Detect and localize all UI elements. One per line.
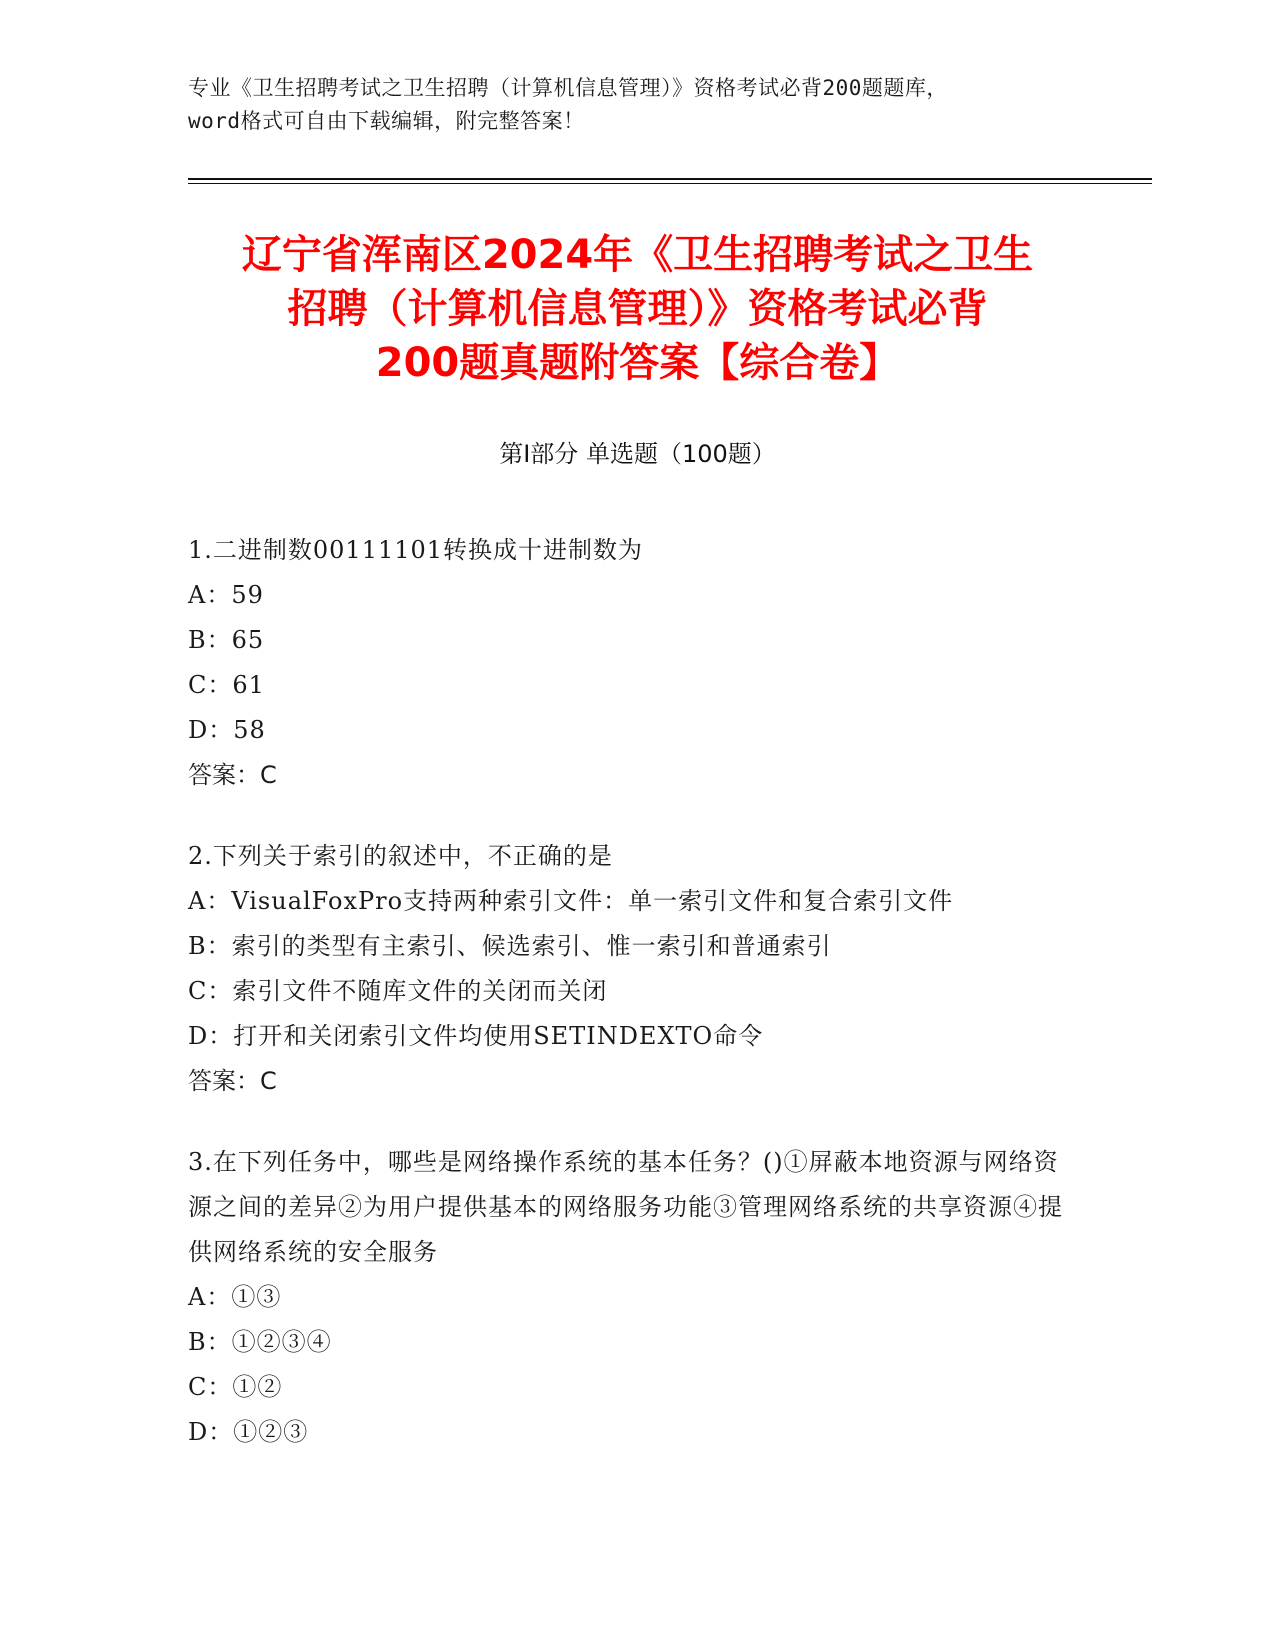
header-rule-thin <box>188 183 1152 184</box>
option-b: B：65 <box>188 626 265 654</box>
question-1 <box>188 528 1068 798</box>
option-c: C：①② <box>188 1373 283 1401</box>
question-stem: 2.下列关于索引的叙述中，不正确的是 <box>188 842 613 870</box>
option-b: B：①②③④ <box>188 1328 332 1356</box>
option-d: D：打开和关闭索引文件均使用SETINDEXTO命令 <box>188 1022 764 1050</box>
question-stem: 1.二进制数00111101转换成十进制数为 <box>188 536 644 564</box>
header-note-line-1: 专业《卫生招聘考试之卫生招聘（计算机信息管理）》资格考试必背200题题库， <box>188 76 948 100</box>
option-a: A：VisualFoxPro支持两种索引文件：单一索引文件和复合索引文件 <box>188 887 954 915</box>
option-d: D：①②③ <box>188 1418 309 1446</box>
option-d: D：58 <box>188 716 266 744</box>
option-c: C：61 <box>188 671 265 699</box>
section-heading: 第Ⅰ部分 单选题（100题） <box>499 440 776 468</box>
question-3 <box>188 1140 1068 1455</box>
title-line-1: 辽宁省浑南区2024年《卫生招聘考试之卫生 <box>241 232 1034 278</box>
header-rule-thick <box>188 178 1152 180</box>
option-c: C：索引文件不随库文件的关闭而关闭 <box>188 977 608 1005</box>
answer: 答案：C <box>188 761 277 789</box>
option-b: B：索引的类型有主索引、候选索引、惟一索引和普通索引 <box>188 932 832 960</box>
title-line-3: 200题真题附答案【综合卷】 <box>375 340 900 386</box>
question-list <box>188 528 1068 1491</box>
header-note-line-2: word格式可自由下载编辑，附完整答案！ <box>188 109 585 133</box>
option-a: A：59 <box>188 581 264 609</box>
document-title <box>150 228 1125 390</box>
option-a: A：①③ <box>188 1283 282 1311</box>
question-2 <box>188 834 1068 1104</box>
answer: 答案：C <box>188 1067 277 1095</box>
question-stem: 3.在下列任务中，哪些是网络操作系统的基本任务？()①屏蔽本地资源与网络资源之间的差异②为用户提供基本的网络服务功能③管理网络系统的共享资源④提供网络系统的安全服务 <box>188 1148 1063 1266</box>
header-note <box>188 72 1088 138</box>
title-line-2: 招聘（计算机信息管理）》资格考试必背 <box>287 286 988 332</box>
